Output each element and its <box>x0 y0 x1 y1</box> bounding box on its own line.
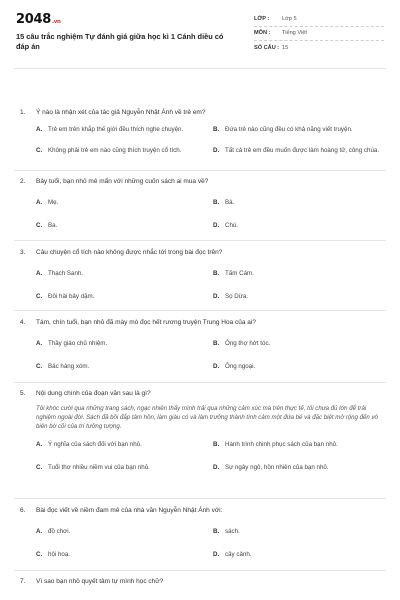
question-divider <box>14 170 386 171</box>
meta-key: MÔN : <box>254 30 271 37</box>
header-divider <box>14 68 386 69</box>
option-a[interactable] <box>36 441 203 450</box>
option-letter: B. <box>213 126 220 133</box>
option-text: Hành trình chinh phục sách của bạn nhỏ. <box>225 441 338 449</box>
option-letter: A. <box>36 270 43 277</box>
question-number: 2. <box>20 178 26 185</box>
option-c[interactable] <box>36 363 203 372</box>
meta-value: 15 <box>282 45 289 52</box>
option-grid <box>36 340 380 371</box>
question-stem <box>20 318 380 327</box>
option-c[interactable] <box>36 551 203 560</box>
question-divider <box>14 310 386 311</box>
question-stem <box>20 389 380 398</box>
option-text: Ba. <box>48 221 58 229</box>
question-5 <box>20 389 380 472</box>
question-stem <box>20 506 380 515</box>
logo-suffix: .vn <box>51 19 61 25</box>
meta-key: LỚP : <box>254 15 270 22</box>
meta-key: SỐ CÂU : <box>254 45 280 52</box>
option-b[interactable] <box>213 126 380 135</box>
option-a[interactable] <box>36 126 203 135</box>
meta-value: Lớp 5 <box>282 15 297 22</box>
question-text: Câu chuyện cổ tích nào không được nhắc tới trong bài đọc trên? <box>36 249 223 256</box>
option-text: Đứa trẻ nào cũng đều có khả năng viết truyện. <box>225 126 353 133</box>
document-meta <box>254 12 384 56</box>
option-letter: A. <box>36 199 43 206</box>
option-letter: B. <box>213 528 220 535</box>
question-stem <box>20 108 380 117</box>
meta-value: Tiếng Việt <box>282 30 307 37</box>
option-letter: D. <box>213 362 220 370</box>
question-divider <box>14 570 386 571</box>
option-letter: B. <box>213 441 220 449</box>
option-letter: D. <box>213 292 220 300</box>
question-text: Tám, chín tuổi, bạn nhỏ đã mày mò đọc hết rương truyện Trung Hoa của ai? <box>36 319 256 326</box>
option-text: Sọ Dừa. <box>225 292 249 300</box>
option-text: Không phải trẻ em nào cũng thích truyện cổ tích. <box>48 146 182 154</box>
option-letter: B. <box>213 270 220 277</box>
question-1 <box>20 108 380 155</box>
option-text: Bà. <box>225 199 235 206</box>
option-letter: A. <box>36 528 43 535</box>
option-text: Thạch Sanh. <box>48 270 84 277</box>
option-a[interactable] <box>36 340 203 349</box>
option-text: hội hoạ. <box>48 550 71 558</box>
question-number: 5. <box>20 390 26 397</box>
option-letter: A. <box>36 340 43 347</box>
option-d[interactable] <box>213 222 380 231</box>
question-text: Bài đọc viết về niềm đam mê của nhà văn Nguyễn Nhật Ánh với: <box>36 507 223 514</box>
option-text: Đôi hài bảy dặm. <box>48 292 95 300</box>
option-text: Ý nghĩa của sách đối với bạn nhỏ. <box>48 441 142 449</box>
question-text: Nội dung chính của đoạn văn sau là gì? <box>36 390 151 397</box>
option-d[interactable] <box>213 147 380 156</box>
option-letter: D. <box>213 463 220 471</box>
question-2 <box>20 177 380 230</box>
option-text: Trẻ em trên khắp thế giới đều thích nghe chuyện. <box>48 126 184 133</box>
option-c[interactable] <box>36 464 203 473</box>
question-divider <box>14 240 386 241</box>
option-text: Ông ngoại. <box>225 362 256 370</box>
option-c[interactable] <box>36 222 203 231</box>
option-b[interactable] <box>213 199 380 208</box>
option-letter: C. <box>36 550 43 558</box>
question-3 <box>20 248 380 301</box>
question-number: 6. <box>20 507 26 514</box>
option-b[interactable] <box>213 441 380 450</box>
question-6 <box>20 506 380 559</box>
option-text: Chú. <box>225 221 239 229</box>
option-text: sách. <box>225 528 240 535</box>
option-letter: D. <box>213 221 220 229</box>
option-text: Tất cả trẻ em đều muốn được làm hoàng tử, công chúa. <box>225 146 380 154</box>
option-d[interactable] <box>213 293 380 302</box>
question-number: 1. <box>20 109 26 116</box>
question-7 <box>20 577 380 586</box>
meta-row-subject <box>254 27 384 42</box>
question-divider <box>14 382 386 383</box>
question-4 <box>20 318 380 371</box>
meta-row-count <box>254 41 384 56</box>
option-c[interactable] <box>36 147 203 156</box>
question-number: 7. <box>20 578 26 585</box>
option-b[interactable] <box>213 270 380 279</box>
option-letter: C. <box>36 221 43 229</box>
question-stem <box>20 248 380 257</box>
option-d[interactable] <box>213 363 380 372</box>
document-title: 15 câu trắc nghiệm Tự đánh giá giữa học kì 1 Cánh diều có đáp án <box>16 32 224 51</box>
option-a[interactable] <box>36 270 203 279</box>
question-stem <box>20 177 380 186</box>
option-text: Thầy giáo chủ nhiệm. <box>48 340 108 347</box>
question-text: Bảy tuổi, bạn nhỏ mê mẩn với những cuốn sách ai mua về? <box>36 178 209 185</box>
option-grid <box>36 199 380 230</box>
option-a[interactable] <box>36 199 203 208</box>
question-divider <box>14 498 386 499</box>
option-c[interactable] <box>36 293 203 302</box>
option-b[interactable] <box>213 340 380 349</box>
question-number: 4. <box>20 319 26 326</box>
option-letter: C. <box>36 362 43 370</box>
option-d[interactable] <box>213 551 380 560</box>
question-text: Vì sao bạn nhỏ quyết tâm tự mình học chữ? <box>36 578 164 585</box>
option-letter: A. <box>36 126 43 133</box>
site-logo[interactable] <box>16 12 61 27</box>
option-letter: C. <box>36 292 43 300</box>
logo-text: 2048 <box>16 12 51 27</box>
option-grid <box>36 270 380 301</box>
option-text: Sự ngây ngô, hồn nhiên của bạn nhỏ. <box>225 463 329 471</box>
option-letter: A. <box>36 441 43 449</box>
option-text: Bác hàng xóm. <box>48 362 90 370</box>
option-text: đồ chơi. <box>48 528 71 535</box>
option-grid <box>36 126 380 155</box>
reading-passage: Tôi khóc cười qua những trang sách, ngạc nhiên thấy mình trải qua những cảm xúc mà trên thực tế, tôi chưa đủ lớn để trải nghiệm ngoài đời. Sách đã bồi đắp tâm hồn, làm giàu có và làm trưởng thành tình cảm một đứa bé và đặc biệt mở rộng đến vô biên bờ cõi của trí tưởng tượng. <box>36 405 378 431</box>
option-text: cây cảnh. <box>225 550 252 558</box>
meta-row-grade <box>254 12 384 27</box>
option-letter: B. <box>213 199 220 206</box>
question-number: 3. <box>20 249 26 256</box>
option-text: Tuổi thơ nhiều niềm vui của bạn nhỏ. <box>48 463 150 471</box>
question-text: Ý nào là nhận xét của tác giả Nguyễn Nhật Ánh về trẻ em? <box>36 109 206 116</box>
question-stem <box>20 577 380 586</box>
option-b[interactable] <box>213 528 380 537</box>
option-grid <box>36 528 380 559</box>
option-letter: D. <box>213 550 220 558</box>
option-grid <box>36 441 380 472</box>
option-text: Tấm Cám. <box>225 270 254 277</box>
option-letter: B. <box>213 340 220 347</box>
option-text: Ông thợ hớt tóc. <box>225 340 271 347</box>
option-text: Mẹ. <box>48 199 59 206</box>
option-letter: D. <box>213 146 220 154</box>
option-letter: C. <box>36 146 43 154</box>
option-d[interactable] <box>213 464 380 473</box>
option-a[interactable] <box>36 528 203 537</box>
option-letter: C. <box>36 463 43 471</box>
